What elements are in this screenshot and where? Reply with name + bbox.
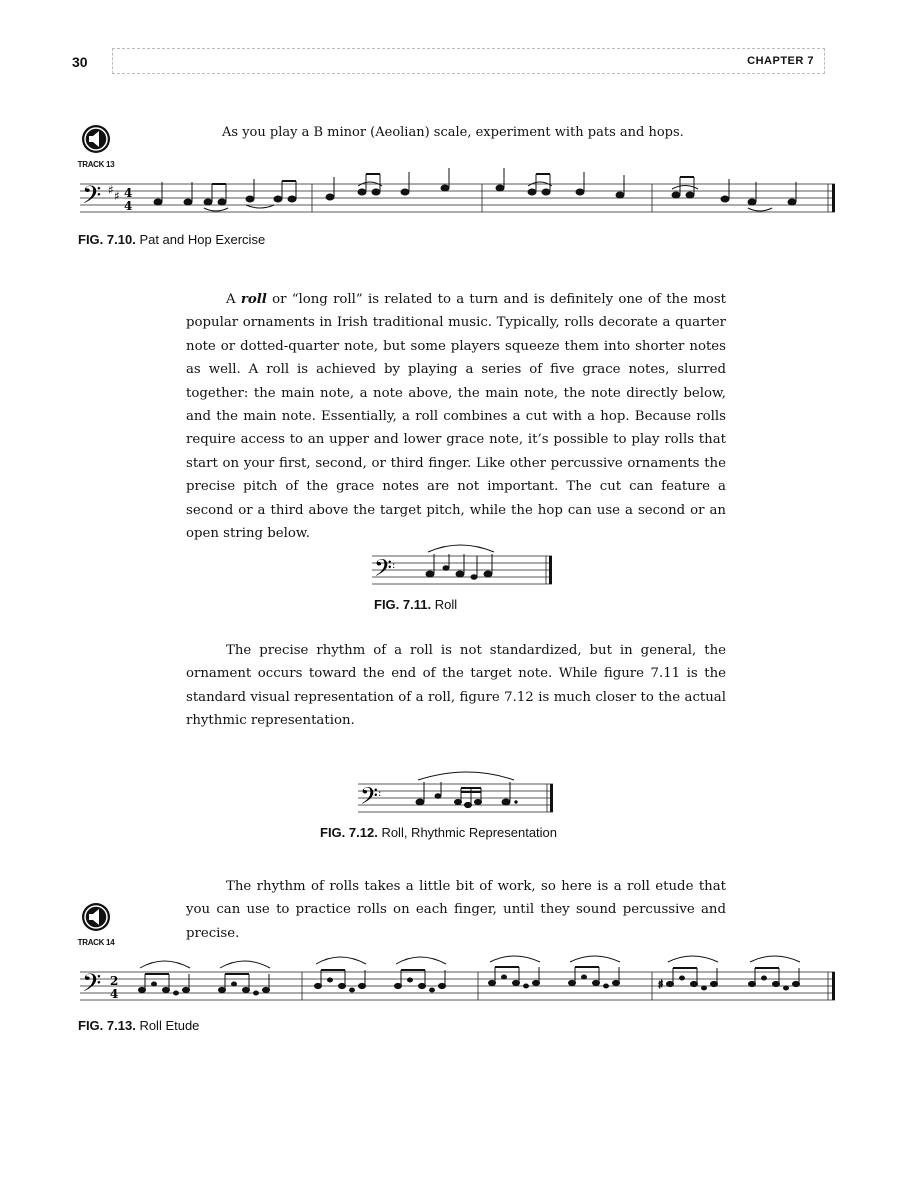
svg-text:𝄢: 𝄢 — [360, 782, 379, 815]
fig-7-13-caption — [78, 1018, 199, 1033]
fig-7-10-caption — [78, 232, 265, 247]
svg-text:4: 4 — [110, 987, 119, 1001]
term-roll: roll — [240, 292, 267, 307]
chapter-label: CHAPTER 7 — [747, 55, 814, 67]
para2-text: The precise rhythm of a roll is not standardized, but in general, the ornament occurs toward the end of the target note. While figure 7.11 is the standard visual representation of a roll, figure 7.12 is much closer to the actual rhythmic representation. — [186, 643, 726, 729]
track-14-label: TRACK 14 — [77, 938, 115, 947]
svg-text:4: 4 — [124, 199, 133, 213]
fig-7-13-title: Roll Etude — [139, 1018, 200, 1033]
fig-7-11-staff — [372, 542, 557, 590]
svg-text:2: 2 — [110, 974, 119, 988]
fig-7-10-staff — [80, 164, 840, 224]
svg-text::: : — [378, 788, 382, 799]
svg-text::: : — [392, 560, 396, 571]
fig-7-10-title: Pat and Hop Exercise — [139, 232, 266, 247]
fig-7-11-title: Roll — [434, 597, 458, 612]
fig-7-12-caption — [320, 825, 557, 840]
svg-text:♯: ♯ — [108, 183, 114, 197]
fig-7-12-number: FIG. 7.12. — [320, 825, 378, 840]
bass-clef-icon: 𝄢 — [82, 181, 102, 216]
svg-text:♯: ♯ — [658, 978, 664, 991]
paragraph-roll-etude — [186, 875, 726, 945]
svg-text:𝄢: 𝄢 — [374, 554, 393, 587]
fig-7-12-title: Roll, Rhythmic Representation — [381, 825, 558, 840]
svg-text:♯: ♯ — [114, 189, 120, 203]
svg-text:𝄢: 𝄢 — [82, 969, 102, 1004]
paragraph-roll-definition — [186, 288, 726, 545]
fig-7-11-caption — [374, 597, 457, 612]
para3-text: The rhythm of rolls takes a little bit of work, so here is a roll etude that you can use to practice rolls on each finger, until they sound percussive and precise. — [186, 879, 726, 941]
track-13-marker[interactable] — [76, 124, 116, 169]
page-number: 30 — [72, 54, 88, 70]
intro-text: As you play a B minor (Aeolian) scale, experiment with pats and hops. — [222, 125, 684, 140]
fig-7-13-number: FIG. 7.13. — [78, 1018, 136, 1033]
track-13-label: TRACK 13 — [77, 160, 115, 169]
speaker-icon — [81, 124, 111, 154]
fig-7-11-number: FIG. 7.11. — [374, 597, 432, 612]
track-14-marker[interactable] — [76, 902, 116, 947]
running-header-box — [112, 48, 825, 74]
fig-7-10-number: FIG. 7.10. — [78, 232, 136, 247]
svg-text:4: 4 — [124, 186, 133, 200]
para1-lead: A — [226, 292, 241, 307]
fig-7-12-staff — [358, 770, 558, 820]
fig-7-13-staff — [80, 954, 840, 1010]
speaker-icon — [81, 902, 111, 932]
paragraph-roll-rhythm — [186, 639, 726, 733]
para1-rest: or “long roll” is related to a turn and is definitely one of the most popular ornaments in Irish traditional music. Typically, rolls decorate a quarter note or dotted-quarter note, but some players squeeze them into shorter notes as well. A roll is achieved by playing a series of five grace notes, slurred together: the main note, a note above, the main note, the note directly below, and the main note. Essentially, a roll combines a cut with a hop. Because rolls require access to an upper and lower grace note, it’s possible to play rolls that start on your first, second, or third finger. Like other percussive ornaments the precise pitch of the grace notes are not important. The cut can feature a second or a third above the target pitch, while the hop can use a second or an open string below. — [186, 292, 726, 542]
